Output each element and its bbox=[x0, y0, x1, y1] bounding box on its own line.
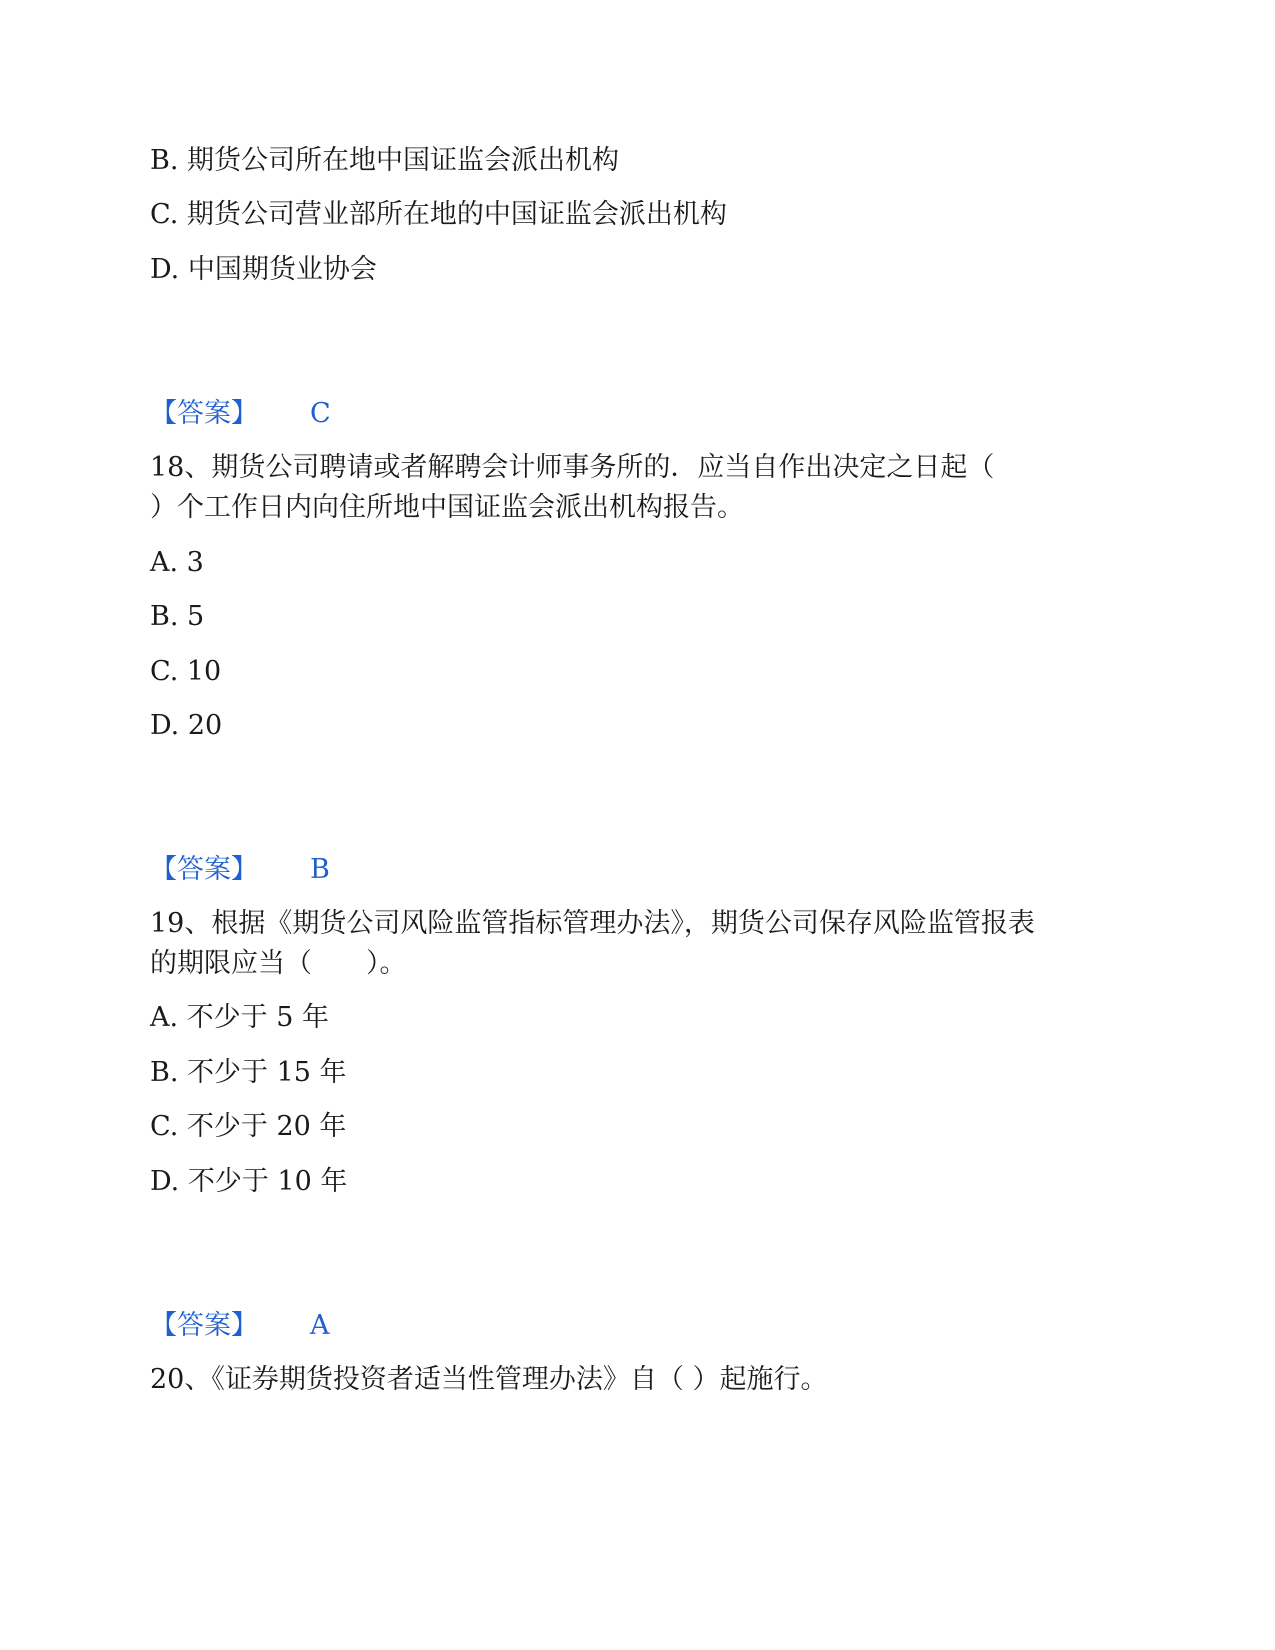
q19-option-d: D. 不少于 10 年 bbox=[150, 1166, 348, 1197]
q17-option-c: C. 期货公司营业部所在地的中国证监会派出机构 bbox=[150, 199, 727, 230]
q18-option-a: A. 3 bbox=[150, 547, 204, 578]
answer-label: 【答案】 bbox=[150, 854, 258, 885]
q18-option-d: D. 20 bbox=[150, 710, 223, 741]
q17-option-d: D. 中国期货业协会 bbox=[150, 254, 377, 285]
answer-value: C bbox=[310, 398, 331, 429]
q18-option-b: B. 5 bbox=[150, 601, 205, 632]
q18-answer bbox=[150, 852, 330, 888]
q19-option-a: A. 不少于 5 年 bbox=[150, 1002, 330, 1033]
q19-answer bbox=[150, 1308, 330, 1344]
answer-value: A bbox=[310, 1310, 330, 1341]
q17-option-b: B. 期货公司所在地中国证监会派出机构 bbox=[150, 145, 620, 176]
q18-stem-line2: ）个工作日内向住所地中国证监会派出机构报告。 bbox=[150, 492, 744, 523]
q19-stem-line1: 19、根据《期货公司风险监管指标管理办法》，期货公司保存风险监管报表 bbox=[150, 908, 1035, 939]
q17-answer bbox=[150, 396, 331, 432]
q18-stem-line1: 18、期货公司聘请或者解聘会计师事务所的．应当自作出决定之日起（ bbox=[150, 452, 995, 483]
q19-stem-line2: 的期限应当（ ）。 bbox=[150, 948, 407, 979]
answer-value: B bbox=[310, 854, 330, 885]
q19-option-b: B. 不少于 15 年 bbox=[150, 1057, 347, 1088]
answer-label: 【答案】 bbox=[150, 398, 258, 429]
q20-stem-line1: 20、《证券期货投资者适当性管理办法》自（ ）起施行。 bbox=[150, 1364, 828, 1395]
answer-label: 【答案】 bbox=[150, 1310, 258, 1341]
q19-option-c: C. 不少于 20 年 bbox=[150, 1111, 347, 1142]
q18-option-c: C. 10 bbox=[150, 656, 222, 687]
